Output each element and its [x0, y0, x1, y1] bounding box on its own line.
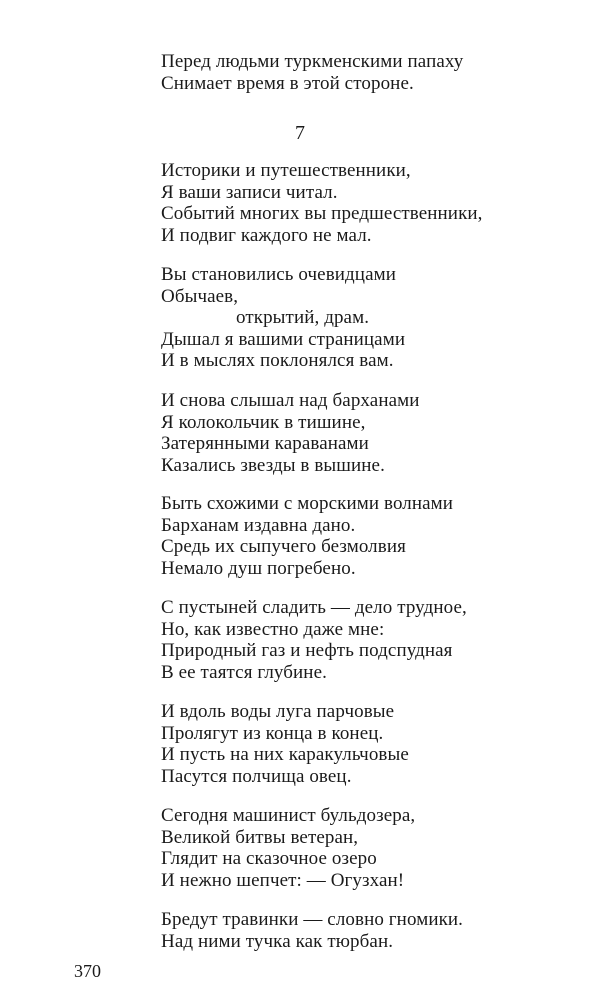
poem-line: Дышал я вашими страницами [161, 329, 406, 350]
poem-line: Глядит на сказочное озеро [161, 848, 377, 869]
poem-line: Пасутся полчища овец. [161, 766, 352, 787]
poem-line: Барханам издавна дано. [161, 515, 356, 536]
poem-line: Я колокольчик в тишине, [161, 412, 366, 433]
poem-line: Историки и путешественники, [161, 160, 411, 181]
poem-line: В ее таятся глубине. [161, 662, 327, 683]
poem-line: И подвиг каждого не мал. [161, 225, 372, 246]
poem-line: Немало душ погребено. [161, 558, 356, 579]
poem-line: Над ними тучка как тюрбан. [161, 931, 394, 952]
poem-line: Обычаев, [161, 286, 239, 307]
poem-line: И в мыслях поклонялся вам. [161, 350, 394, 371]
poem-line: Казались звезды в вышине. [161, 455, 385, 476]
poem-line: Быть схожими с морскими волнами [161, 493, 454, 514]
poem-line: Я ваши записи читал. [161, 182, 338, 203]
poem-line: С пустыней сладить — дело трудное, [161, 597, 467, 618]
poem-line: И вдоль воды луга парчовые [161, 701, 395, 722]
poem-line: И пусть на них каракульчовые [161, 744, 409, 765]
poem-line: Вы становились очевидцами [161, 264, 396, 285]
poem-line: Природный газ и нефть подспудная [161, 640, 453, 661]
poem-line: открытий, драм. [236, 307, 370, 328]
poem-line: И снова слышал над барханами [161, 390, 420, 411]
poem-line: Великой битвы ветеран, [161, 827, 359, 848]
page-number: 370 [74, 961, 101, 981]
poem-line: Затерянными караванами [161, 433, 369, 454]
poem-line: Снимает время в этой стороне. [161, 73, 414, 94]
poem-line: Но, как известно даже мне: [161, 619, 385, 640]
poem-line: Событий многих вы предшественники, [161, 203, 483, 224]
poem-line: Перед людьми туркменскими папаху [161, 51, 464, 72]
poem-line: Пролягут из конца в конец. [161, 723, 384, 744]
poem-line: Сегодня машинист бульдозера, [161, 805, 416, 826]
section-number: 7 [295, 122, 305, 144]
poem-line: Бредут травинки — словно гномики. [161, 909, 464, 930]
poem-line: Средь их сыпучего безмолвия [161, 536, 406, 557]
poem-line: И нежно шепчет: — Огузхан! [161, 870, 405, 891]
